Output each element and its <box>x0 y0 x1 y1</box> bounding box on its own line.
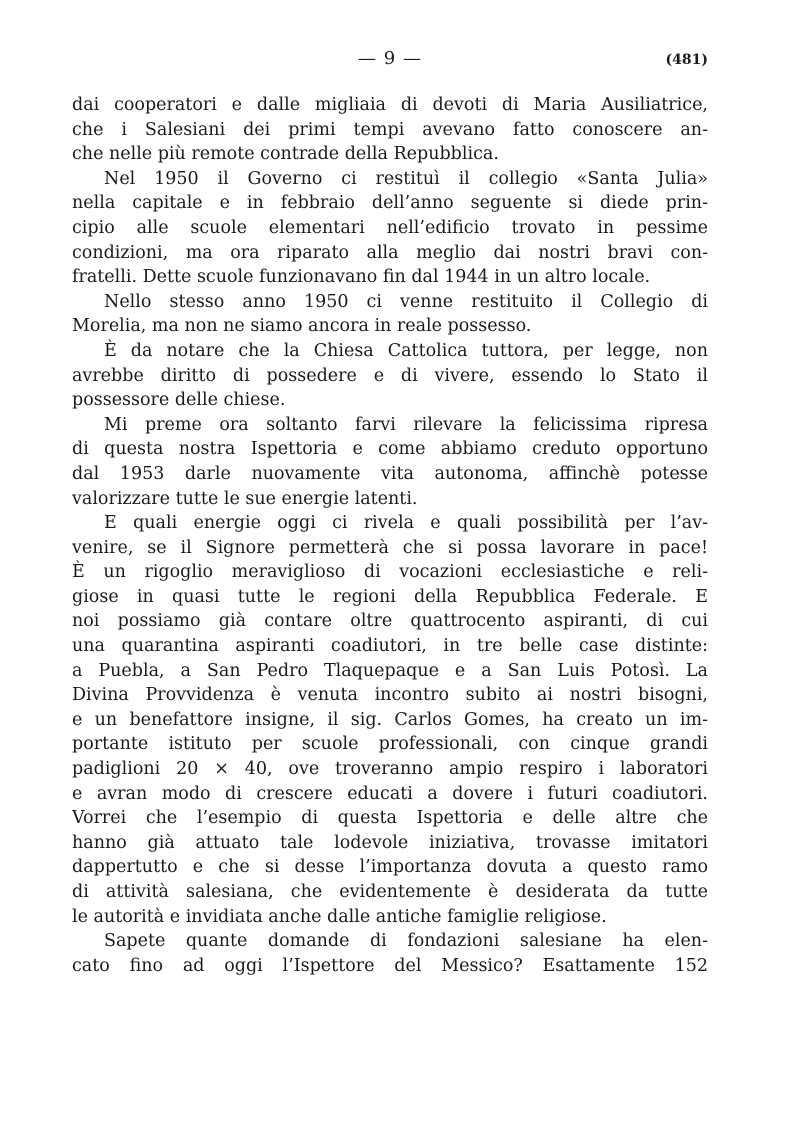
text-line: E quali energie oggi ci rivela e quali possibilità per l’av- <box>104 513 708 534</box>
page-number: — 9 — <box>358 48 422 69</box>
text-line: Divina Provvidenza è venuta incontro subito ai nostri bisogni, <box>72 685 708 706</box>
text-line: È un rigoglio meraviglioso di vocazioni ecclesiastiche e reli- <box>72 562 708 583</box>
text-line: una quarantina aspiranti coadiutori, in tre belle case distinte: <box>72 636 708 657</box>
text-line: fratelli. Dette scuole funzionavano fin dal 1944 in un altro locale. <box>72 267 651 288</box>
text-line: Vorrei che l’esempio di questa Ispettoria e delle altre che <box>72 808 708 829</box>
text-line: di questa nostra Ispettoria e come abbiamo creduto opportuno <box>72 439 708 460</box>
page-alt-number: (481) <box>665 52 708 68</box>
text-line: portante istituto per scuole professionali, con cinque grandi <box>72 734 708 755</box>
text-line: dai cooperatori e dalle migliaia di devoti di Maria Ausiliatrice, <box>72 95 708 115</box>
text-line: cipio alle scuole elementari nell’edificio trovato in pessime <box>72 217 708 238</box>
text-line: Morelia, ma non ne siamo ancora in reale possesso. <box>72 316 532 337</box>
text-line: Mi preme ora soltanto farvi rilevare la felicissima ripresa <box>104 414 708 435</box>
text-line: dappertutto e che si desse l’importanza dovuta a questo ramo <box>72 857 708 878</box>
text-line: possessore delle chiese. <box>72 390 286 411</box>
text-line: noi possiamo già contare oltre quattrocento aspiranti, di cui <box>72 611 708 632</box>
text-line: e avran modo di crescere educati a dovere i futuri coadiutori. <box>72 783 708 804</box>
text-line: che i Salesiani dei primi tempi avevano fatto conoscere an- <box>72 119 708 140</box>
text-line: avrebbe diritto di possedere e di vivere, essendo lo Stato il <box>72 365 708 386</box>
text-line: di attività salesiana, che evidentemente è desiderata da tutte <box>72 882 708 902</box>
text-line: le autorità e invidiata anche dalle antiche famiglie religiose. <box>72 906 607 927</box>
text-line: dal 1953 darle nuovamente vita autonoma, affinchè potesse <box>72 463 708 484</box>
text-line: e un benefattore insigne, il sig. Carlos Gomes, ha creato un im- <box>72 709 708 730</box>
text-line: nella capitale e in febbraio dell’anno seguente si diede prin- <box>72 193 708 214</box>
text-line: Sapete quante domande di fondazioni salesiane ha elen- <box>104 931 708 952</box>
text-line: venire, se il Signore permetterà che si possa lavorare in pace! <box>72 537 708 558</box>
text-line: È da notare che la Chiesa Cattolica tuttora, per legge, non <box>104 340 708 361</box>
page-header <box>72 48 708 74</box>
text-line: padiglioni 20 × 40, ove troveranno ampio respiro i laboratori <box>72 759 708 780</box>
text-line: che nelle più remote contrade della Repubblica. <box>72 144 499 165</box>
text-line: giose in quasi tutte le regioni della Repubblica Federale. E <box>72 586 708 607</box>
body-text <box>72 93 708 978</box>
text-line: Nello stesso anno 1950 ci venne restituito il Collegio di <box>104 291 708 312</box>
text-line: Nel 1950 il Governo ci restituì il collegio «Santa Julia» <box>104 168 708 189</box>
text-line: condizioni, ma ora riparato alla meglio dai nostri bravi con- <box>72 242 708 263</box>
text-line: a Puebla, a San Pedro Tlaquepaque e a San Luis Potosì. La <box>72 660 708 681</box>
text-line: cato fino ad oggi l’Ispettore del Messico? Esattamente 152 <box>72 955 708 976</box>
text-line: hanno già attuato tale lodevole iniziativa, trovasse imitatori <box>72 832 708 853</box>
text-line: valorizzare tutte le sue energie latenti. <box>72 488 418 509</box>
